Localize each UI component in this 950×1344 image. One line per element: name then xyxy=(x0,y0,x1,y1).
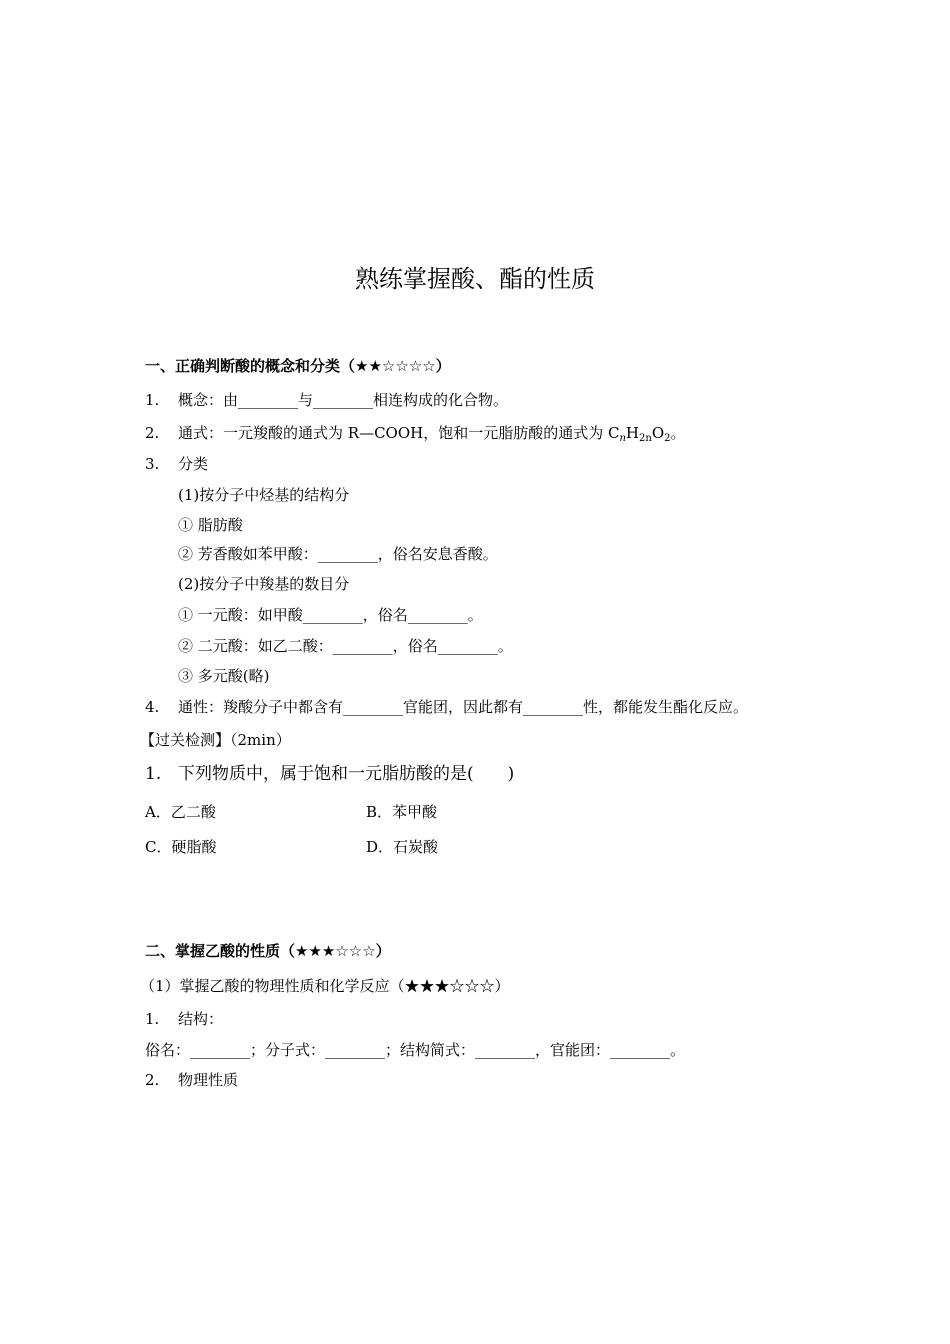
formula-text: O xyxy=(651,424,665,442)
question-text: 下列物质中，属于饱和一元脂肪酸的是( ) xyxy=(178,764,515,784)
section2-heading: 二、掌握乙酸的性质（★★★☆☆☆） xyxy=(145,942,391,960)
list-item xyxy=(145,1070,238,1090)
formula-subscript: 2n xyxy=(639,433,652,444)
item-text: 通性：羧酸分子中都含有________官能团，因此都有________性，都能发生酯化反应。 xyxy=(178,698,749,716)
sub-item: (2)按分子中羧基的数目分 xyxy=(178,575,350,593)
item-text: 物理性质 xyxy=(178,1071,239,1089)
formula-subscript: n xyxy=(619,433,626,444)
option-c: C．硬脂酸 xyxy=(145,838,217,856)
item-text: 分类 xyxy=(178,455,209,473)
question xyxy=(145,764,514,784)
option-d: D．石炭酸 xyxy=(366,838,439,856)
structure-detail: 俗名：________；分子式：________；结构简式：________，官能团：________。 xyxy=(145,1041,686,1059)
item-number: 3. xyxy=(145,455,160,473)
sub-item: ③ 多元酸(略) xyxy=(178,667,270,685)
item-text: 概念：由________与________相连构成的化合物。 xyxy=(178,391,509,409)
sub-item: ② 芳香酸如苯甲酸：________，俗名安息香酸。 xyxy=(178,545,498,563)
formula-text: H xyxy=(625,424,640,442)
item-number: 1. xyxy=(145,391,160,409)
item-number: 2. xyxy=(145,424,160,442)
item-text: 结构： xyxy=(178,1010,224,1028)
sub-item: (1)按分子中烃基的结构分 xyxy=(178,486,350,504)
option-b: B．苯甲酸 xyxy=(366,803,438,821)
option-a: A．乙二酸 xyxy=(145,803,216,821)
sub-item: ② 二元酸：如乙二酸：________，俗名________。 xyxy=(178,637,513,655)
list-item xyxy=(145,423,686,443)
sub-item: ① 一元酸：如甲酸________，俗名________。 xyxy=(178,606,483,624)
page-title: 熟练掌握酸、酯的性质 xyxy=(355,265,595,293)
formula-text: 。 xyxy=(670,424,686,442)
formula-subscript: 2 xyxy=(664,433,671,444)
item-number: 1. xyxy=(145,1010,160,1028)
list-item xyxy=(145,697,748,717)
list-item xyxy=(145,454,208,474)
check-label: 【过关检测】（2min） xyxy=(140,731,291,749)
list-item xyxy=(145,390,508,410)
item-number: 2. xyxy=(145,1071,160,1089)
sub-item: ① 脂肪酸 xyxy=(178,516,243,534)
question-number: 1. xyxy=(145,764,162,784)
item-number: 4. xyxy=(145,698,160,716)
section2-subheading: （1）掌握乙酸的物理性质和化学反应（★★★☆☆☆） xyxy=(140,977,510,995)
list-item xyxy=(145,1009,223,1029)
section1-heading: 一、正确判断酸的概念和分类（★★☆☆☆☆） xyxy=(145,357,451,375)
formula-text: 通式：一元羧酸的通式为 R—COOH，饱和一元脂肪酸的通式为 C xyxy=(178,424,620,442)
